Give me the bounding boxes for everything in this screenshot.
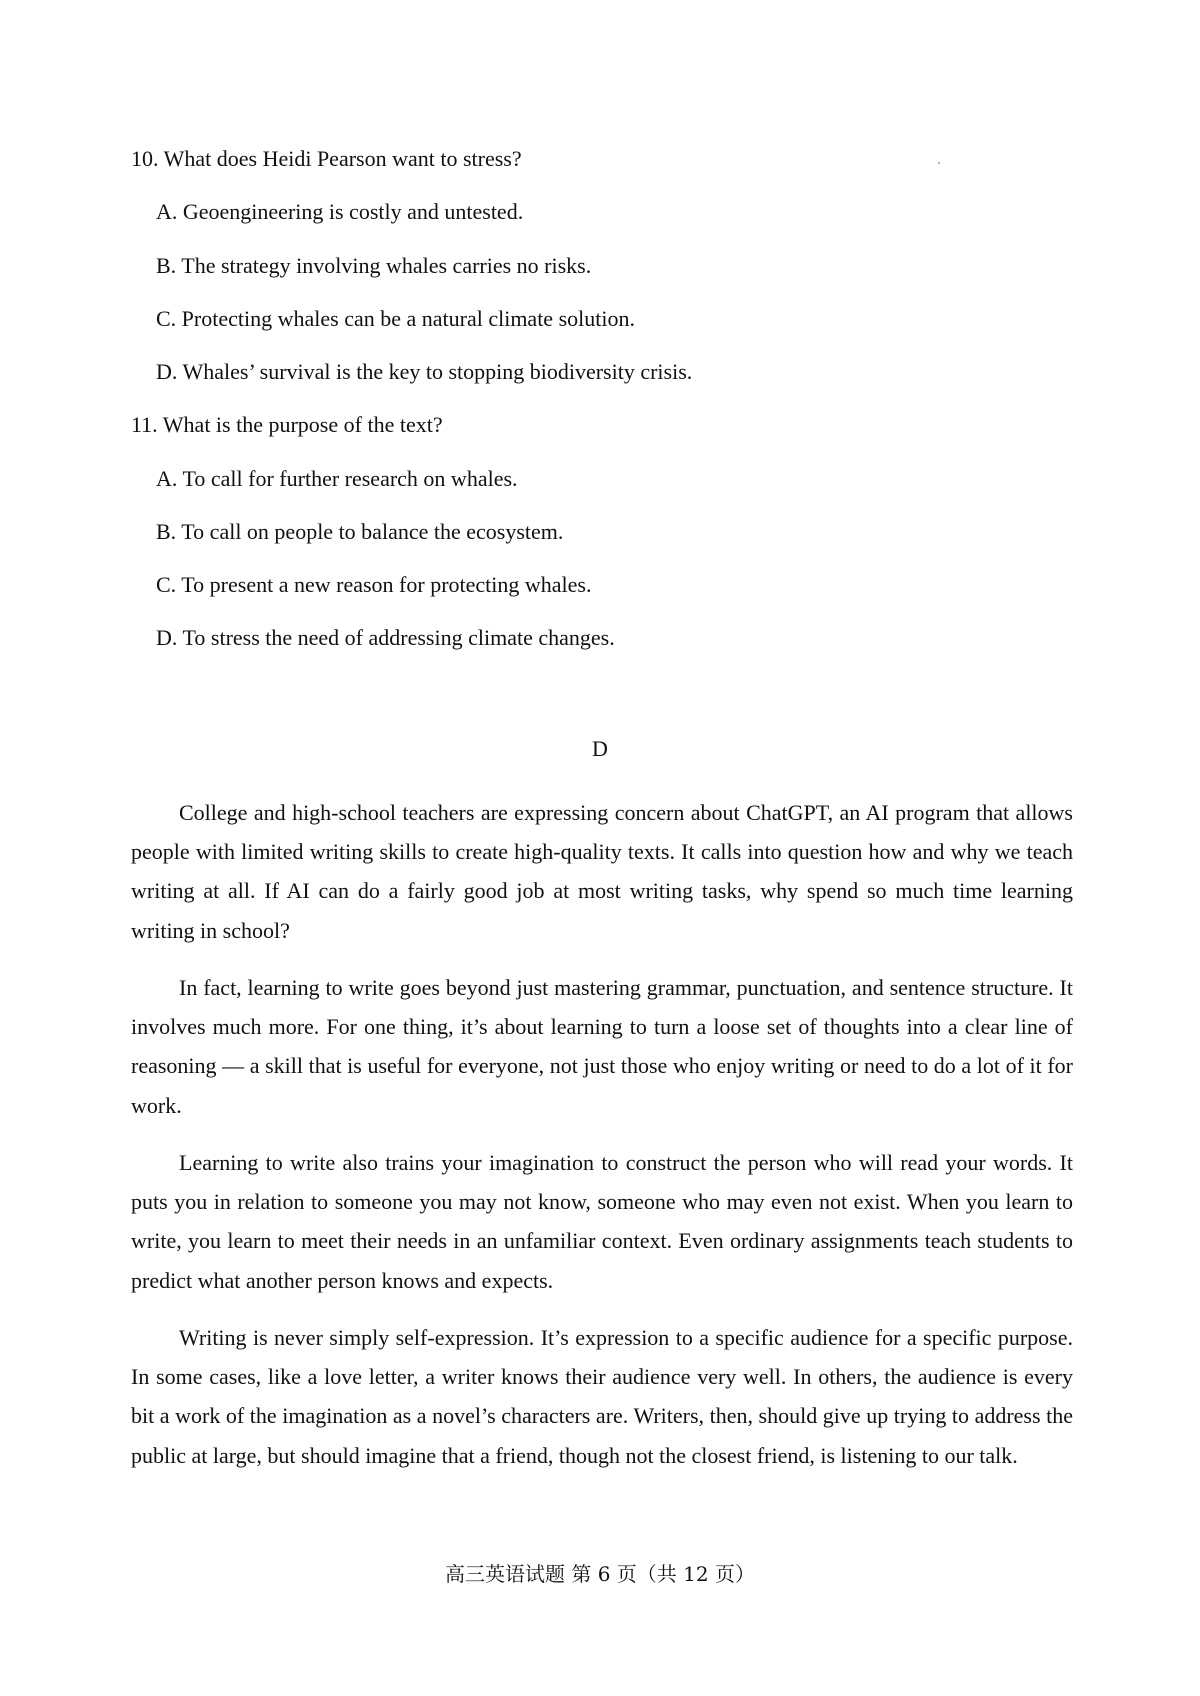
question-11-option-b: B. To call on people to balance the ecosystem. [156,519,564,544]
passage-paragraph-2: In fact, learning to write goes beyond just mastering grammar, punctuation, and sentence structure. It involves much more. For one thing, it’s about learning to turn a loose set of thoughts into a clear line of reasoning — a skill that is useful for everyone, not just those who enjoy writing or need to do a lot of it for work. [131,975,1073,1118]
question-10-stem: 10. What does Heidi Pearson want to stress? [131,146,522,171]
scan-speck [938,162,940,164]
question-10-option-b: B. The strategy involving whales carries no risks. [156,253,592,278]
passage-paragraph-1: College and high-school teachers are expressing concern about ChatGPT, an AI program that allows people with limited writing skills to create high-quality texts. It calls into question how and why we teach writing at all. If AI can do a fairly good job at most writing tasks, why spend so much time learning writing in school? [131,800,1073,943]
section-heading: D [592,736,608,761]
page-footer: 高三英语试题 第 6 页（共 12 页） [445,1562,755,1586]
question-11-option-a: A. To call for further research on whales. [156,466,518,491]
question-11-option-d: D. To stress the need of addressing climate changes. [156,625,615,650]
question-11-option-c: C. To present a new reason for protecting whales. [156,572,592,597]
question-10-option-c: C. Protecting whales can be a natural climate solution. [156,306,635,331]
passage-paragraph-3: Learning to write also trains your imagination to construct the person who will read your words. It puts you in relation to someone you may not know, someone who may even not exist. When you learn to write, you learn to meet their needs in an unfamiliar context. Even ordinary assignments teach students to predict what another person knows and expects. [131,1150,1073,1293]
question-10-option-a: A. Geoengineering is costly and untested. [156,199,524,224]
passage-paragraph-4: Writing is never simply self-expression. It’s expression to a specific audience for a specific purpose. In some cases, like a love letter, a writer knows their audience very well. In others, the audience is every bit a work of the imagination as a novel’s characters are. Writers, then, should give up trying to address the public at large, but should imagine that a friend, though not the closest friend, is listening to our talk. [131,1325,1073,1468]
question-11-stem: 11. What is the purpose of the text? [131,412,443,437]
question-10-option-d: D. Whales’ survival is the key to stopping biodiversity crisis. [156,359,693,384]
